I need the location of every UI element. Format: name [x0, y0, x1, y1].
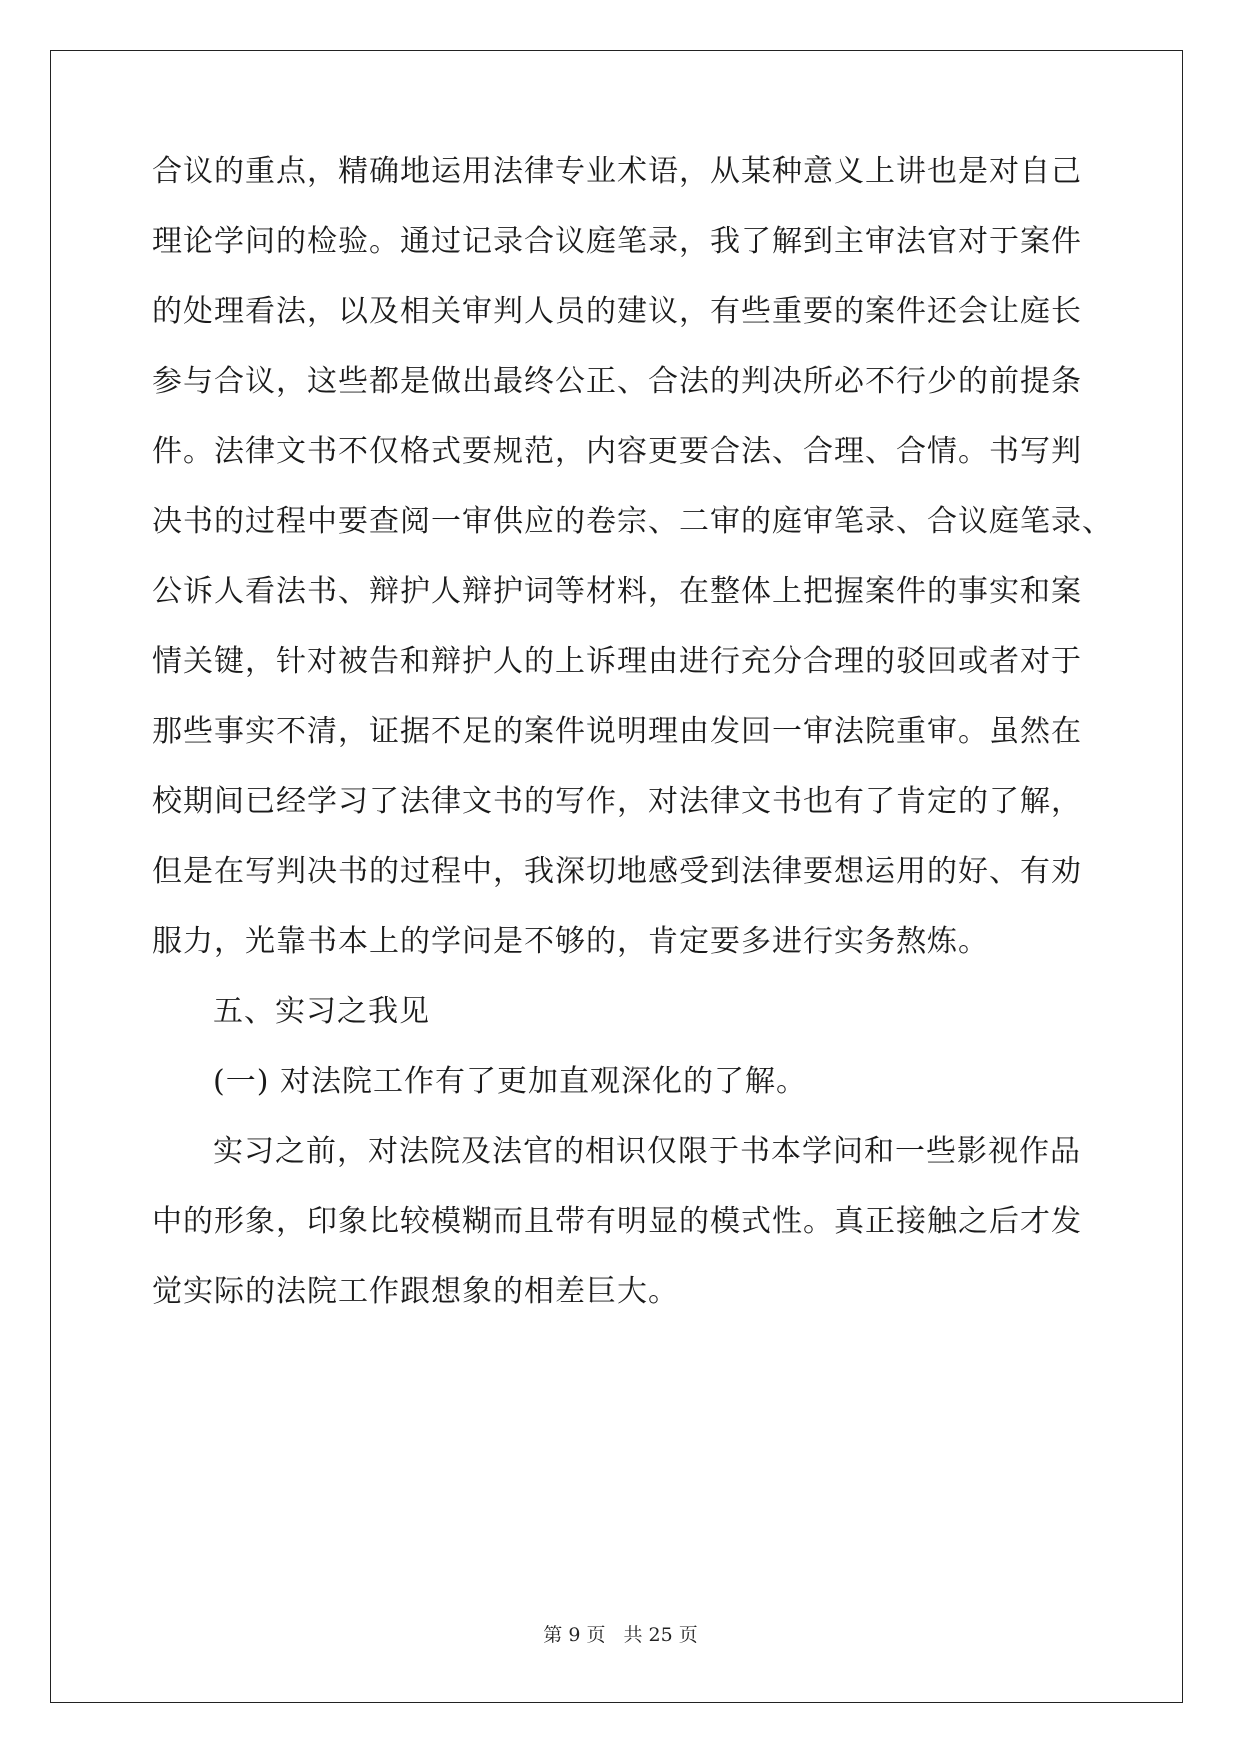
page-total: 共 25 页 — [623, 1624, 698, 1646]
body-line-1: 合议的重点，精确地运用法律专业术语，从某种意义上讲也是对自己 — [152, 154, 1082, 189]
body-line-9: 那些事实不清，证据不足的案件说明理由发回一审法院重审。虽然在 — [152, 714, 1082, 749]
para2-line-2: 中的形象，印象比较模糊而且带有明显的模式性。真正接触之后才发 — [152, 1204, 1082, 1239]
section-heading: 五、实习之我见 — [213, 994, 430, 1029]
page-footer — [0, 1623, 1241, 1647]
body-line-10: 校期间已经学习了法律文书的写作，对法律文书也有了肯定的了解， — [152, 784, 1082, 819]
body-line-7: 公诉人看法书、辩护人辩护词等材料，在整体上把握案件的事实和案 — [152, 574, 1082, 609]
page-number: 第 9 页 — [543, 1624, 606, 1646]
body-line-11: 但是在写判决书的过程中，我深切地感受到法律要想运用的好、有劝 — [152, 854, 1082, 889]
para2-line-1: 实习之前，对法院及法官的相识仅限于书本学问和一些影视作品 — [213, 1134, 1081, 1169]
body-line-8: 情关键，针对被告和辩护人的上诉理由进行充分合理的驳回或者对于 — [152, 644, 1082, 679]
subheading: (一) 对法院工作有了更加直观深化的了解。 — [213, 1064, 807, 1099]
body-line-2: 理论学问的检验。通过记录合议庭笔录，我了解到主审法官对于案件 — [152, 224, 1082, 259]
body-line-6: 决书的过程中要查阅一审供应的卷宗、二审的庭审笔录、合议庭笔录、 — [152, 504, 1113, 539]
body-line-5: 件。法律文书不仅格式要规范，内容更要合法、合理、合情。书写判 — [152, 434, 1082, 469]
body-line-12: 服力，光靠书本上的学问是不够的，肯定要多进行实务熬炼。 — [152, 924, 989, 959]
para2-line-3: 觉实际的法院工作跟想象的相差巨大。 — [152, 1274, 679, 1309]
body-line-4: 参与合议，这些都是做出最终公正、合法的判决所必不行少的前提条 — [152, 364, 1082, 399]
body-line-3: 的处理看法，以及相关审判人员的建议，有些重要的案件还会让庭长 — [152, 294, 1082, 329]
